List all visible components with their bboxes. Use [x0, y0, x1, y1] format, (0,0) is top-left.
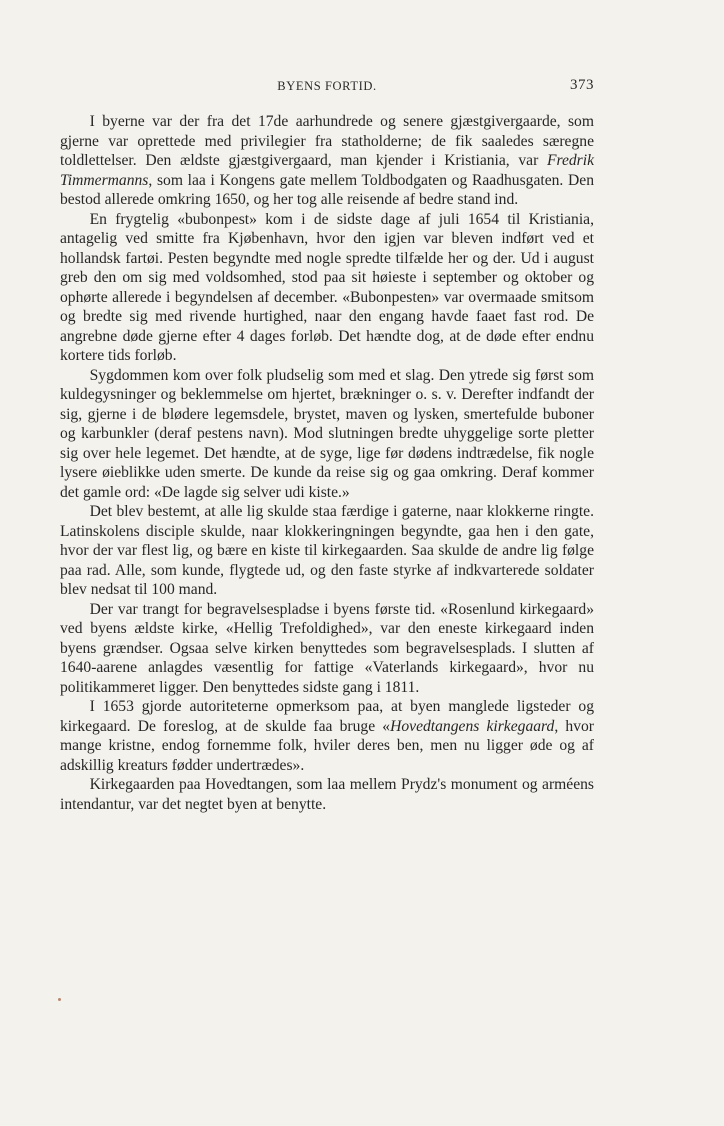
text-run: I 1653 gjorde autoriteterne opmerksom paa, at byen manglede ligsteder og kirkegaard. De foreslog, at de skulde faa bruge « — [60, 698, 594, 735]
text-run: Sygdommen kom over folk pludselig som med et slag. Den ytrede sig først som kuldegysninger og beklemmelse om hjertet, brækninger o. s. v. Derefter indfandt der sig, gjerne i de blødere legemsdele, brystet, maven og lysken, smertefulde buboner og karbunkler (deraf pestens navn). Mod slutningen bredte uhyggelige sorte pletter sig over hele legemet. Det hændte, at de syge, lige før dødens indtrædelse, fik nogle lysere øieblikke uden smerte. De kunde da reise sig og gaa omkring. Deraf kommer det gamle ord: «De lagde sig selver udi kiste.» — [60, 366, 594, 501]
paragraph — [60, 502, 594, 600]
paragraph — [60, 775, 594, 814]
page-number: 373 — [570, 77, 594, 93]
paragraph — [60, 366, 594, 503]
text-run: I byerne var der fra det 17de aarhundrede og senere gjæstgivergaarde, som gjerne var oprettede med privilegier fra statholderne; de fik saaledes særegne toldlettelser. Den ældste gjæstgivergaard, man kjender i Kristiania, var — [60, 113, 594, 169]
text-run: Det blev bestemt, at alle lig skulde staa færdige i gaterne, naar klokkerne ringte. Latinskolens disciple skulde, naar klokkeringningen begyndte, gaa hen i den gate, hvor der var flest lig, og bære en kiste til kirkegaarden. Saa skulde de andre lig følge paa rad. Alle, som kunde, flygtede ud, og den faste styrke af indkvarterede soldater blev nedsat til 100 mand. — [60, 503, 594, 598]
body-text — [60, 112, 594, 814]
italic-name: Fredrik Timmermanns — [60, 152, 594, 189]
italic-name: Hovedtangens kirkegaard — [390, 717, 555, 735]
paragraph — [60, 112, 594, 210]
text-run: Der var trangt for begravelsespladse i byens første tid. «Rosenlund kirkegaard» ved byens ældste kirke, «Hellig Trefoldighed», var den eneste kirkegaard inden byens grændser. Ogsaa selve kirken benyttedes som begravelsesplads. I slutten af 1640-aarene anlagdes væsentlig for fattige «Vaterlands kirkegaard», hvor nu politikammeret ligger. Den benyttedes sidste gang i 1811. — [60, 600, 594, 696]
text-run: Kirkegaarden paa Hovedtangen, som laa mellem Prydz's monument og arméens intendantur, var det negtet byen at benytte. — [60, 776, 594, 813]
running-title: BYENS FORTID. — [277, 79, 377, 93]
paragraph — [60, 600, 594, 698]
text-run: En frygtelig «bubonpest» kom i de sidste dage af juli 1654 til Kristiania, antagelig ved smitte fra Kjøbenhavn, hvor den igjen var bleven indført ved et hollandsk fartøi. Pesten begyndte med nogle spredte tilfælde her og der. Ud i august greb den om sig med voldsomhed, stod paa sit høieste i september og oktober og ophørte allerede i begyndelsen af december. «Bubonpesten» var overmaade smitsom og bredte sig med rivende hurtighed, naar den engang havde faaet fast rod. De angrebne døde gjerne efter 4 dages forløb. Det hændte dog, at de døde efter endnu kortere tids forløb. — [60, 210, 594, 364]
text-run: , hvor mange kristne, endog fornemme folk, hviler deres ben, men nu ligger øde og af adskillig kreaturs fødder undertrædes». — [60, 717, 594, 774]
paragraph — [60, 210, 594, 366]
margin-speck — [58, 998, 61, 1001]
text-run: , som laa i Kongens gate mellem Toldbodgaten og Raadhusgaten. Den bestod allerede omkring 1650, og her tog alle reisende af bedre stand ind. — [60, 171, 594, 208]
page-header — [60, 77, 594, 97]
paragraph — [60, 697, 594, 775]
